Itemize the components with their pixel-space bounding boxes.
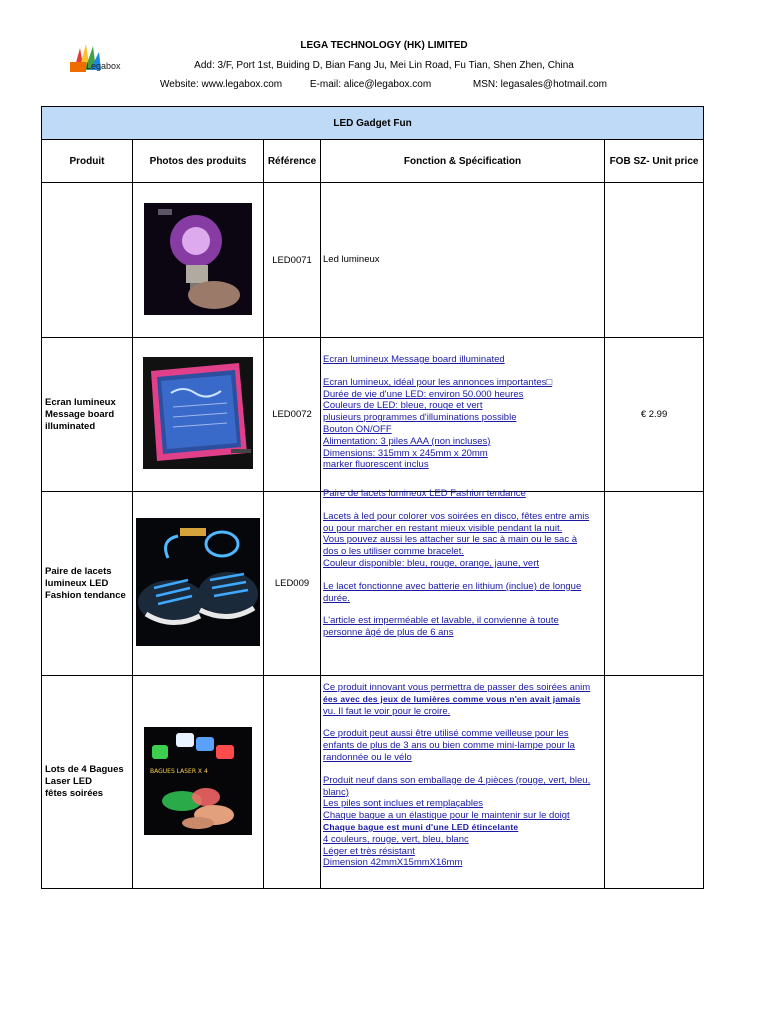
- product-spec-line: Bouton ON/OFF: [323, 423, 392, 435]
- product-spec-line: dos o les utiliser comme bracelet.: [323, 546, 464, 558]
- product-spec-line: Couleur disponible: bleu, rouge, orange, jaune, vert: [323, 557, 540, 569]
- product-spec-line: plusieurs programmes d'illuminations possible: [323, 412, 517, 424]
- company-name: LEGA TECHNOLOGY (HK) LIMITED: [300, 40, 468, 51]
- product-spec-cell: [321, 183, 605, 338]
- table-row: [42, 492, 704, 676]
- product-spec-line: Lacets à led pour colorer vos soirées en disco, fêtes entre amis: [323, 510, 590, 522]
- product-spec-cell: [321, 338, 605, 492]
- laser-rings-caption: BAGUES LASER X 4: [150, 767, 208, 775]
- product-spec-line: Alimentation: 3 piles AAA (non incluses): [323, 435, 491, 447]
- product-spec-line: Durée de vie d'une LED: environ 50.000 heures: [323, 388, 524, 400]
- product-spec-line: Dimensions: 315mm x 245mm x 20mm: [323, 447, 488, 459]
- product-name-cell: [42, 676, 133, 889]
- product-name-line: Fashion tendance: [45, 589, 126, 601]
- product-table: [41, 106, 704, 889]
- company-contacts: [160, 79, 607, 90]
- product-spec-line: Les piles sont inclues et remplaçables: [323, 798, 484, 810]
- product-spec-line: randonnée ou le vélo: [323, 751, 412, 763]
- product-spec-line: Paire de lacets lumineux LED Fashion tendance: [323, 488, 526, 499]
- product-spec-line: Chaque bague est muni d'une LED étincelante: [323, 821, 519, 832]
- product-spec-line: Ecran lumineux Message board illuminated: [323, 354, 505, 365]
- product-spec-line: Dimension 42mmX15mmX16mm: [323, 857, 463, 869]
- email-text: E-mail: alice@legabox.com: [309, 79, 432, 90]
- product-reference: [264, 676, 321, 889]
- product-name-line: lumineux LED: [45, 577, 109, 589]
- product-spec-line: Chaque bague a un élastique pour le maintenir sur le doigt: [323, 810, 570, 822]
- product-spec-cell: [321, 488, 605, 676]
- product-reference: LED0072: [264, 338, 321, 492]
- product-name-line: fêtes soirées: [45, 788, 104, 799]
- product-spec-cell: [321, 676, 605, 889]
- table-row: [42, 676, 704, 889]
- product-name-line: Laser LED: [45, 776, 92, 787]
- bulb-photo-icon: [144, 203, 252, 315]
- product-spec-line: Le lacet fonctionne avec batterie en lithium (inclue) de longue: [323, 580, 582, 592]
- product-name-line: Paire de lacets: [45, 565, 112, 577]
- product-spec-line: Couleurs de LED: bleue, rouge et vert: [323, 400, 483, 412]
- table-row: [42, 338, 704, 492]
- product-price: [605, 492, 704, 676]
- product-spec-line: Ce produit peut aussi être utilisé comme veilleuse pour les: [323, 728, 569, 740]
- product-name-cell: [42, 338, 133, 492]
- product-spec-line: durée.: [323, 592, 350, 604]
- product-spec-line: marker fluorescent inclus: [323, 459, 429, 471]
- laser-rings-photo-icon: [144, 727, 252, 835]
- product-spec-text: Led lumineux: [323, 254, 380, 266]
- product-spec-line: Vous pouvez aussi les attacher sur le sac à main ou le sac à: [323, 534, 577, 546]
- product-photo-cell: [133, 492, 264, 676]
- product-name-line: Message board: [45, 408, 115, 420]
- product-reference: LED009: [264, 492, 321, 676]
- table-title-row: [42, 107, 704, 140]
- product-spec-line: L'article est imperméable et lavable, il convienne à toute: [323, 615, 559, 627]
- col-header-photos: Photos des produits: [133, 140, 264, 183]
- product-name-line: Lots de 4 Bagues: [45, 764, 124, 775]
- product-spec-line: Ecran lumineux, idéal pour les annonces importantes□: [323, 376, 553, 388]
- website-text: Website: www.legabox.com: [160, 79, 283, 90]
- col-header-price: FOB SZ- Unit price: [605, 140, 704, 183]
- product-name-cell: [42, 183, 133, 338]
- product-price: € 2.99: [605, 338, 704, 492]
- product-name-cell: [42, 492, 133, 676]
- product-spec-line: blanc): [323, 786, 349, 798]
- product-name-line: Ecran lumineux: [45, 396, 116, 408]
- logo-text: Legabox: [86, 61, 121, 71]
- table-row: [42, 183, 704, 338]
- product-price: [605, 183, 704, 338]
- message-board-photo-icon: [143, 357, 253, 469]
- table-title: LED Gadget Fun: [42, 107, 704, 140]
- product-photo-cell: [133, 676, 264, 889]
- product-spec-line: ou pour marcher en restant mieux visible pendant la nuit.: [323, 522, 563, 534]
- product-price: [605, 676, 704, 889]
- product-name-line: illuminated: [45, 420, 96, 432]
- product-spec-line: Ce produit innovant vous permettra de passer des soirées anim: [323, 682, 591, 693]
- company-address: Add: 3/F, Port 1st, Buiding D, Bian Fang Ju, Mei Lin Road, Fu Tian, Shen Zhen, China: [194, 60, 574, 71]
- col-header-produit: Produit: [42, 140, 133, 183]
- product-spec-line: Léger et très résistant: [323, 845, 415, 857]
- product-spec-line: ées avec des jeux de lumières comme vous n'en avait jamais: [323, 693, 581, 704]
- product-photo-cell: [133, 338, 264, 492]
- product-spec-line: vu. Il faut le voir pour le croire.: [323, 705, 451, 717]
- product-spec-line: 4 couleurs, rouge, vert, bleu, blanc: [323, 833, 469, 845]
- msn-text: MSN: legasales@hotmail.com: [472, 79, 607, 90]
- col-header-fonction: Fonction & Spécification: [321, 140, 605, 183]
- table-header-row: [42, 140, 704, 183]
- product-spec-line: Produit neuf dans son emballage de 4 pièces (rouge, vert, bleu,: [323, 774, 591, 786]
- product-reference: LED0071: [264, 183, 321, 338]
- product-spec-line: enfants de plus de 3 ans ou bien comme mini-lampe pour la: [323, 740, 575, 752]
- col-header-reference: Référence: [264, 140, 321, 183]
- product-spec-line: personne âgé de plus de 6 ans: [323, 627, 454, 639]
- shoelaces-photo-icon: [136, 518, 260, 646]
- product-photo-cell: [133, 183, 264, 338]
